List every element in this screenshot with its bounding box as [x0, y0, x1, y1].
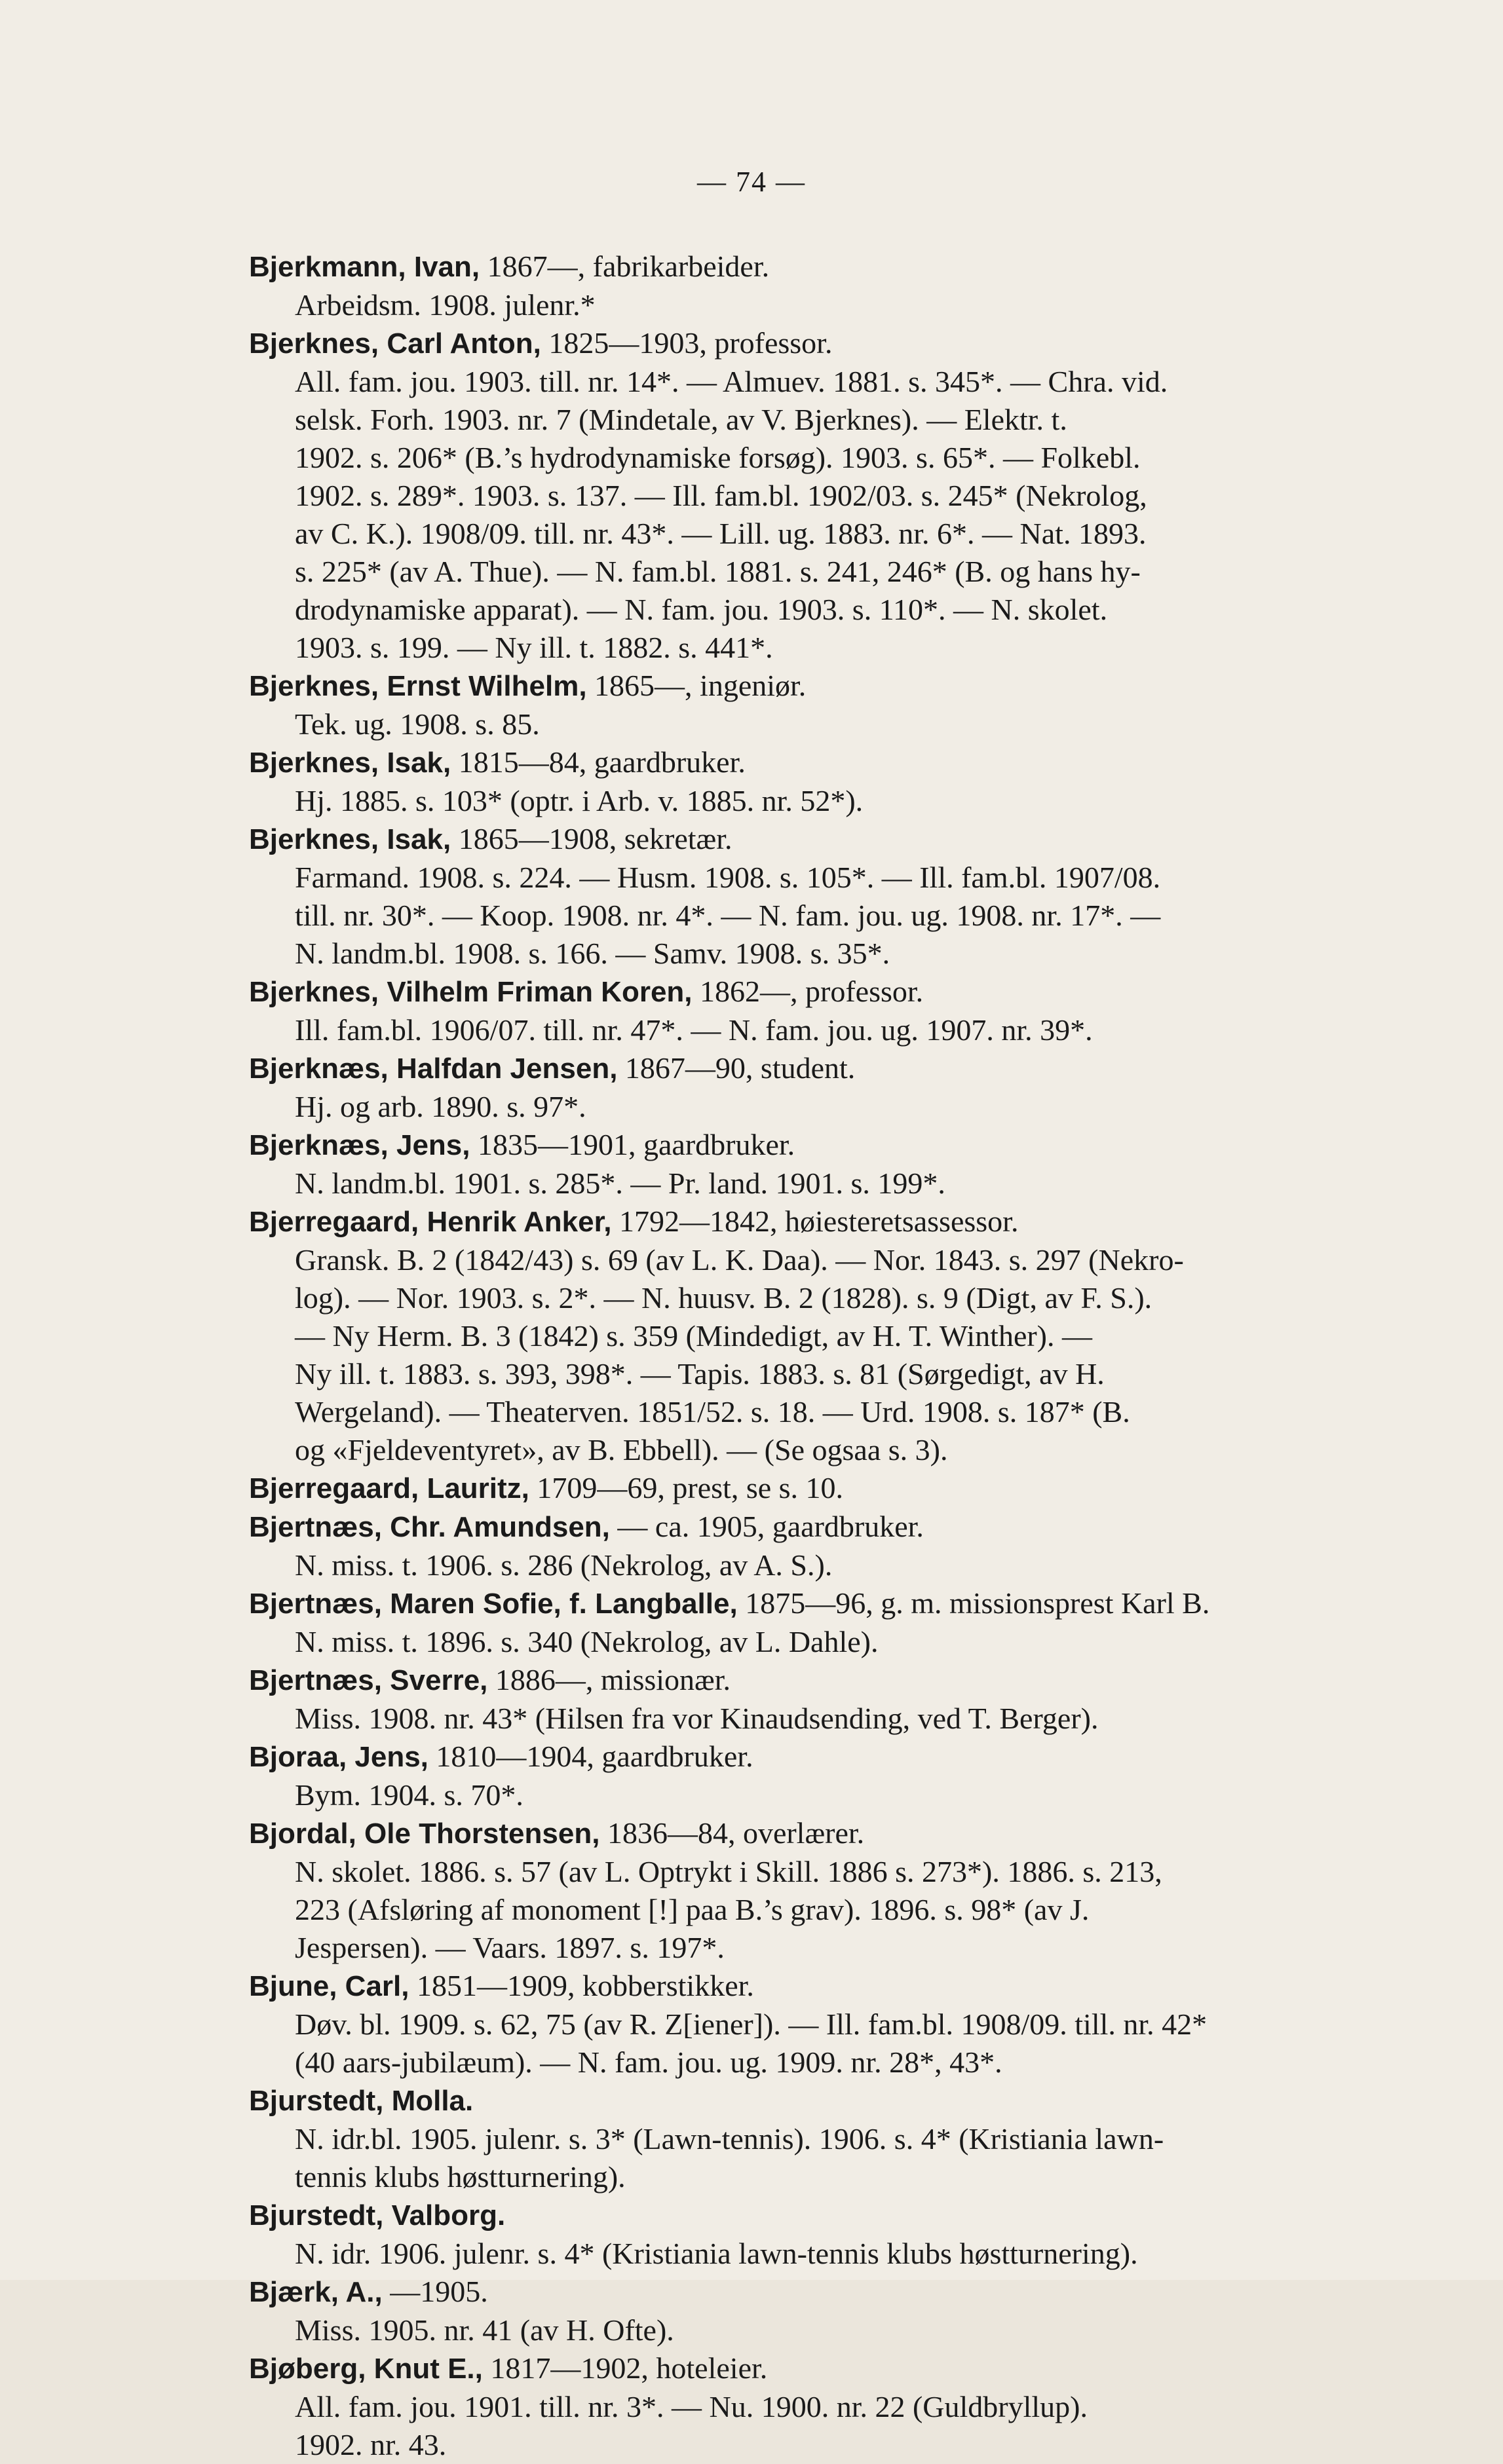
source-line: Farmand. 1908. s. 224. — Husm. 1908. s. 105*. — Ill. fam.bl. 1907/08. — [295, 861, 1161, 894]
source-line: 223 (Afsløring af monoment [!] paa B.’s grav). 1896. s. 98* (av J. — [295, 1893, 1090, 1926]
source-line: Miss. 1905. nr. 41 (av H. Ofte). — [295, 2313, 674, 2347]
source-line: Arbeidsm. 1908. julenr.* — [295, 288, 596, 322]
entry-heading — [249, 667, 1373, 705]
entry-heading — [249, 973, 1373, 1011]
entry-heading — [249, 2349, 1373, 2388]
source-line: Hj. og arb. 1890. s. 97*. — [295, 1090, 586, 1123]
entry-heading — [249, 743, 1373, 782]
person-info: 1886—, missionær. — [495, 1663, 731, 1696]
entry-heading — [249, 1661, 1373, 1700]
person-name: Bjoraa, Jens, — [249, 1741, 428, 1773]
source-line: N. idr. 1906. julenr. s. 4* (Kristiania lawn-tennis klubs høstturnering). — [295, 2237, 1138, 2270]
biography-entry — [249, 1967, 1373, 2081]
source-line: Hj. 1885. s. 103* (optr. i Arb. v. 1885. nr. 52*). — [295, 784, 864, 817]
source-line: N. landm.bl. 1908. s. 166. — Samv. 1908. s. 35*. — [295, 937, 890, 970]
person-info: 1865—, ingeniør. — [594, 669, 807, 702]
person-name: Bjerregaard, Henrik Anker, — [249, 1206, 612, 1238]
source-line: Miss. 1908. nr. 43* (Hilsen fra vor Kinaudsending, ved T. Berger). — [295, 1702, 1099, 1735]
source-line: Ny ill. t. 1883. s. 393, 398*. — Tapis. 1883. s. 81 (Sørgedigt, av H. — [295, 1357, 1105, 1391]
biography-entry — [249, 248, 1373, 324]
person-info: 1709—69, prest, se s. 10. — [537, 1471, 844, 1504]
entry-heading — [249, 820, 1373, 859]
person-info: 1875—96, g. m. missionsprest Karl B. — [745, 1586, 1210, 1620]
source-line: og «Fjeldeventyret», av B. Ebbell). — (Se ogsaa s. 3). — [295, 1433, 948, 1466]
entry-heading — [249, 1967, 1373, 2006]
source-line: tennis klubs høstturnering). — [295, 2160, 626, 2193]
person-name: Bjerknæs, Halfdan Jensen, — [249, 1053, 618, 1085]
person-info: 1836—84, overlærer. — [607, 1816, 865, 1850]
biography-entry — [249, 1661, 1373, 1738]
source-line: drodynamiske apparat). — N. fam. jou. 1903. s. 110*. — N. skolet. — [295, 593, 1108, 626]
entry-heading — [249, 1814, 1373, 1853]
biography-entry — [249, 1469, 1373, 1508]
person-info: 1815—84, gaardbruker. — [458, 745, 746, 779]
source-line: (40 aars-jubilæum). — N. fam. jou. ug. 1909. nr. 28*, 43*. — [295, 2045, 1002, 2079]
person-name: Bjærk, A., — [249, 2276, 383, 2308]
person-name: Bjertnæs, Chr. Amundsen, — [249, 1511, 610, 1543]
biography-entry — [249, 1049, 1373, 1126]
entry-heading — [249, 1584, 1373, 1623]
person-name: Bjerknes, Isak, — [249, 823, 451, 855]
source-line: N. miss. t. 1896. s. 340 (Nekrolog, av L. Dahle). — [295, 1625, 879, 1658]
source-line: 1903. s. 199. — Ny ill. t. 1882. s. 441*. — [295, 631, 773, 664]
entry-heading — [249, 248, 1373, 286]
source-line: 1902. s. 289*. 1903. s. 137. — Ill. fam.bl. 1902/03. s. 245* (Nekrolog, — [295, 479, 1147, 512]
person-name: Bjurstedt, Valborg. — [249, 2199, 506, 2231]
biography-entry — [249, 1738, 1373, 1814]
person-info: — ca. 1905, gaardbruker. — [617, 1510, 924, 1543]
person-info: 1817—1902, hoteleier. — [490, 2351, 768, 2385]
biography-entry — [249, 324, 1373, 667]
source-line: Ill. fam.bl. 1906/07. till. nr. 47*. — N. fam. jou. ug. 1907. nr. 39*. — [295, 1013, 1093, 1047]
person-name: Bjerregaard, Lauritz, — [249, 1472, 529, 1504]
source-line: selsk. Forh. 1903. nr. 7 (Mindetale, av V. Bjerknes). — Elektr. t. — [295, 403, 1067, 436]
person-name: Bjurstedt, Molla. — [249, 2085, 474, 2117]
entry-heading — [249, 324, 1373, 363]
person-info: 1867—, fabrikarbeider. — [487, 250, 770, 283]
source-line: Bym. 1904. s. 70*. — [295, 1778, 523, 1812]
page-number: — 74 — — [697, 166, 806, 198]
source-line: till. nr. 30*. — Koop. 1908. nr. 4*. — N. fam. jou. ug. 1908. nr. 17*. — — [295, 899, 1161, 932]
biography-entry — [249, 1126, 1373, 1203]
person-name: Bjerknes, Vilhelm Friman Koren, — [249, 976, 693, 1008]
entry-heading — [249, 1126, 1373, 1165]
biography-entry — [249, 2349, 1373, 2464]
person-name: Bjerknes, Isak, — [249, 747, 451, 779]
person-info: 1865—1908, sekretær. — [458, 822, 732, 855]
biography-entry — [249, 1508, 1373, 1584]
source-line: log). — Nor. 1903. s. 2*. — N. huusv. B. 2 (1828). s. 9 (Digt, av F. S.). — [295, 1281, 1152, 1315]
person-info: 1851—1909, kobberstikker. — [417, 1969, 754, 2002]
source-line: All. fam. jou. 1901. till. nr. 3*. — Nu. 1900. nr. 22 (Guldbryllup). — [295, 2390, 1088, 2423]
biography-entry — [249, 820, 1373, 973]
person-info: 1810—1904, gaardbruker. — [436, 1740, 753, 1773]
source-line: N. idr.bl. 1905. julenr. s. 3* (Lawn-tennis). 1906. s. 4* (Kristiania lawn- — [295, 2122, 1164, 2156]
biography-entry — [249, 1584, 1373, 1661]
entry-heading — [249, 2196, 1373, 2235]
biography-entry — [249, 2196, 1373, 2273]
biography-entry — [249, 743, 1373, 820]
biography-entry — [249, 973, 1373, 1049]
entry-list — [249, 248, 1373, 2464]
person-name: Bjertnæs, Maren Sofie, f. Langballe, — [249, 1588, 738, 1620]
biography-entry — [249, 1814, 1373, 1967]
source-line: — Ny Herm. B. 3 (1842) s. 359 (Mindedigt, av H. T. Winther). — — [295, 1319, 1093, 1353]
source-line: Jespersen). — Vaars. 1897. s. 197*. — [295, 1931, 725, 1964]
source-line: Wergeland). — Theaterven. 1851/52. s. 18. — Urd. 1908. s. 187* (B. — [295, 1395, 1130, 1428]
person-name: Bjune, Carl, — [249, 1970, 409, 2002]
entry-heading — [249, 2273, 1373, 2311]
person-name: Bjertnæs, Sverre, — [249, 1664, 488, 1696]
person-name: Bjerknes, Carl Anton, — [249, 327, 541, 360]
source-line: 1902. s. 206* (B.’s hydrodynamiske forsøg). 1903. s. 65*. — Folkebl. — [295, 441, 1141, 474]
source-line: Tek. ug. 1908. s. 85. — [295, 707, 540, 741]
entry-heading — [249, 1203, 1373, 1241]
biography-entry — [249, 2273, 1373, 2349]
entry-heading — [249, 1508, 1373, 1546]
person-info: 1862—, professor. — [700, 975, 924, 1008]
entry-heading — [249, 1738, 1373, 1776]
person-name: Bjerknes, Ernst Wilhelm, — [249, 670, 587, 702]
source-line: N. miss. t. 1906. s. 286 (Nekrolog, av A. S.). — [295, 1548, 833, 1582]
person-name: Bjerknæs, Jens, — [249, 1129, 470, 1161]
source-line: 1902. nr. 43. — [295, 2428, 447, 2461]
person-name: Bjordal, Ole Thorstensen, — [249, 1818, 600, 1850]
entry-heading — [249, 2081, 1373, 2120]
biography-entry — [249, 667, 1373, 743]
entry-heading — [249, 1049, 1373, 1088]
person-info: 1825—1903, professor. — [548, 326, 833, 360]
biography-entry — [249, 2081, 1373, 2196]
source-line: av C. K.). 1908/09. till. nr. 43*. — Lill. ug. 1883. nr. 6*. — Nat. 1893. — [295, 517, 1147, 550]
source-line: Gransk. B. 2 (1842/43) s. 69 (av L. K. Daa). — Nor. 1843. s. 297 (Nekro- — [295, 1243, 1184, 1277]
person-info: 1792—1842, høiesteretsassessor. — [619, 1204, 1019, 1238]
person-name: Bjøberg, Knut E., — [249, 2353, 483, 2385]
source-line: N. landm.bl. 1901. s. 285*. — Pr. land. 1901. s. 199*. — [295, 1167, 945, 1200]
person-info: 1835—1901, gaardbruker. — [478, 1128, 795, 1161]
entry-heading — [249, 1469, 1373, 1508]
person-name: Bjerkmann, Ivan, — [249, 251, 480, 283]
source-line: Døv. bl. 1909. s. 62, 75 (av R. Z[iener]). — Ill. fam.bl. 1908/09. till. nr. 42* — [295, 2007, 1208, 2041]
person-info: —1905. — [390, 2275, 488, 2308]
person-info: 1867—90, student. — [624, 1051, 856, 1085]
source-line: All. fam. jou. 1903. till. nr. 14*. — Almuev. 1881. s. 345*. — Chra. vid. — [295, 365, 1168, 398]
source-line: N. skolet. 1886. s. 57 (av L. Optrykt i Skill. 1886 s. 273*). 1886. s. 213, — [295, 1855, 1162, 1888]
biography-entry — [249, 1203, 1373, 1469]
source-line: s. 225* (av A. Thue). — N. fam.bl. 1881. s. 241, 246* (B. og hans hy- — [295, 555, 1141, 588]
